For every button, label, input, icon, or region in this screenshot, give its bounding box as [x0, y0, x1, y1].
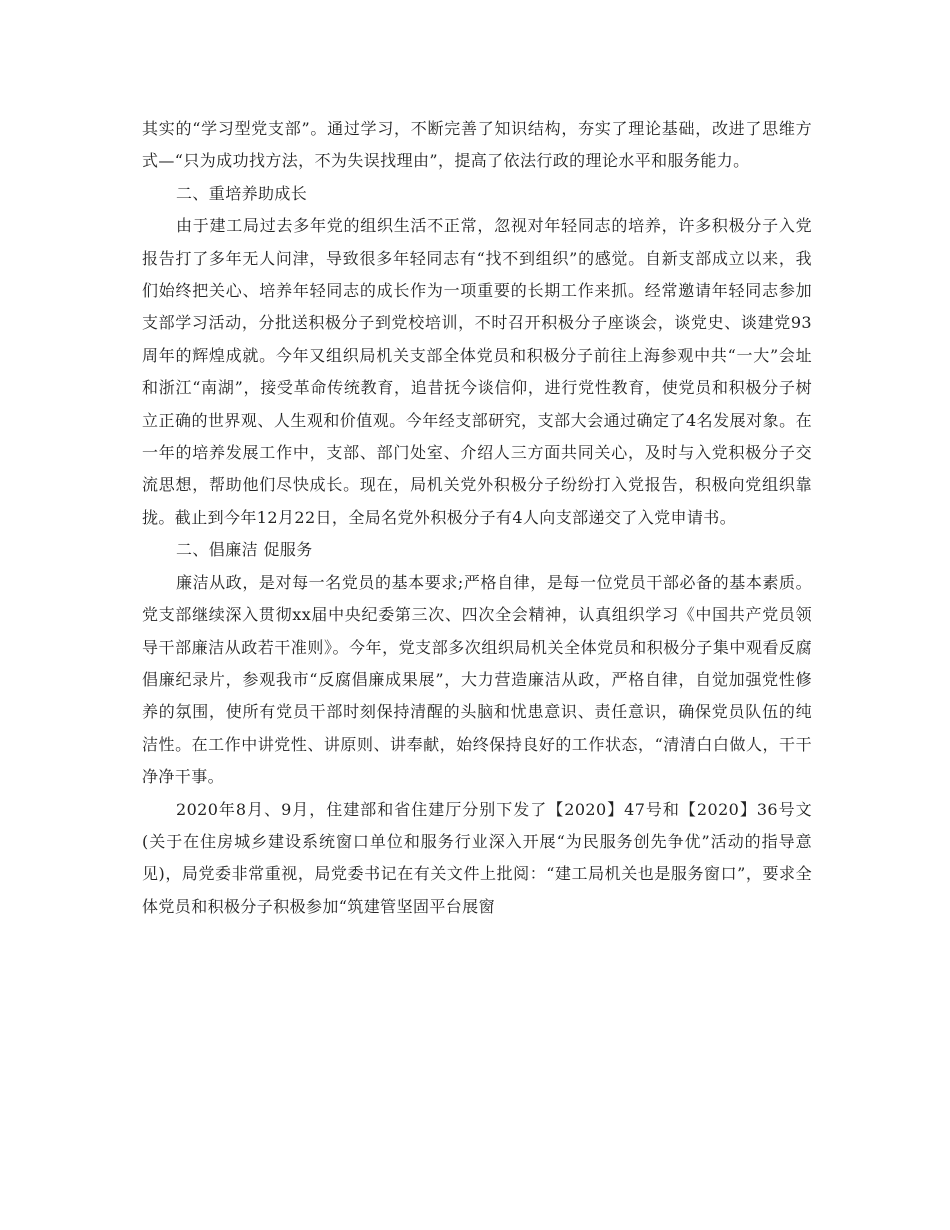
body-paragraph: 2020年8月、9月，住建部和省住建厅分别下发了【2020】47号和【2020】36号文(关于在住房城乡建设系统窗口单位和服务行业深入开展“为民服务创先争优”活动的指导意见)，局党委非常重视，局党委书记在有关文件上批阅：“建工局机关也是服务窗口”，要求全体党员和积极分子积极参加“筑建管坚固平台展窗	[142, 799, 812, 916]
body-paragraph: 由于建工局过去多年党的组织生活不正常，忽视对年轻同志的培养，许多积极分子入党报告打了多年无人问津，导致很多年轻同志有“找不到组织”的感觉。自新支部成立以来，我们始终把关心、培养年轻同志的成长作为一项重要的长期工作来抓。经常邀请年轻同志参加支部学习活动，分批送积极分子到党校培训，不时召开积极分子座谈会，谈党史、谈建党93周年的辉煌成就。今年又组织局机关支部全体党员和积极分子前往上海参观中共“一大”会址和浙江“南湖”，接受革命传统教育，追昔抚今谈信仰，进行党性教育，使党员和积极分子树立正确的世界观、人生观和价值观。今年经支部研究，支部大会通过确定了4名发展对象。在一年的培养发展工作中，支部、部门处室、介绍人三方面共同关心，及时与入党积极分子交流思想，帮助他们尽快成长。现在，局机关党外积极分子纷纷打入党报告，积极向党组织靠拢。截止到今年12月22日，全局名党外积极分子有4人向支部递交了入党申请书。	[142, 216, 812, 527]
section-heading: 二、倡廉洁 促服务	[176, 540, 313, 560]
body-paragraph: 廉洁从政，是对每一名党员的基本要求;严格自律，是每一位党员干部必备的基本素质。党支部继续深入贯彻xx届中央纪委第三次、四次全会精神，认真组织学习《中国共产党员领导干部廉洁从政若干准则》。今年，党支部多次组织局机关全体党员和积极分子集中观看反腐倡廉纪录片，参观我市“反腐倡廉成果展”，大力营造廉洁从政，严格自律，自觉加强党性修养的氛围，使所有党员干部时刻保持清醒的头脑和忧患意识、责任意识，确保党员队伍的纯洁性。在工作中讲党性、讲原则、讲奉献，始终保持良好的工作状态，“清清白白做人，干干净净干事。	[142, 572, 812, 787]
section-heading: 二、重培养助成长	[176, 183, 308, 203]
document-page	[142, 113, 812, 923]
body-paragraph: 其实的“学习型党支部”。通过学习，不断完善了知识结构，夯实了理论基础，改进了思维方式—“只为成功找方法，不为失误找理由”，提高了依法行政的理论水平和服务能力。	[142, 119, 812, 171]
